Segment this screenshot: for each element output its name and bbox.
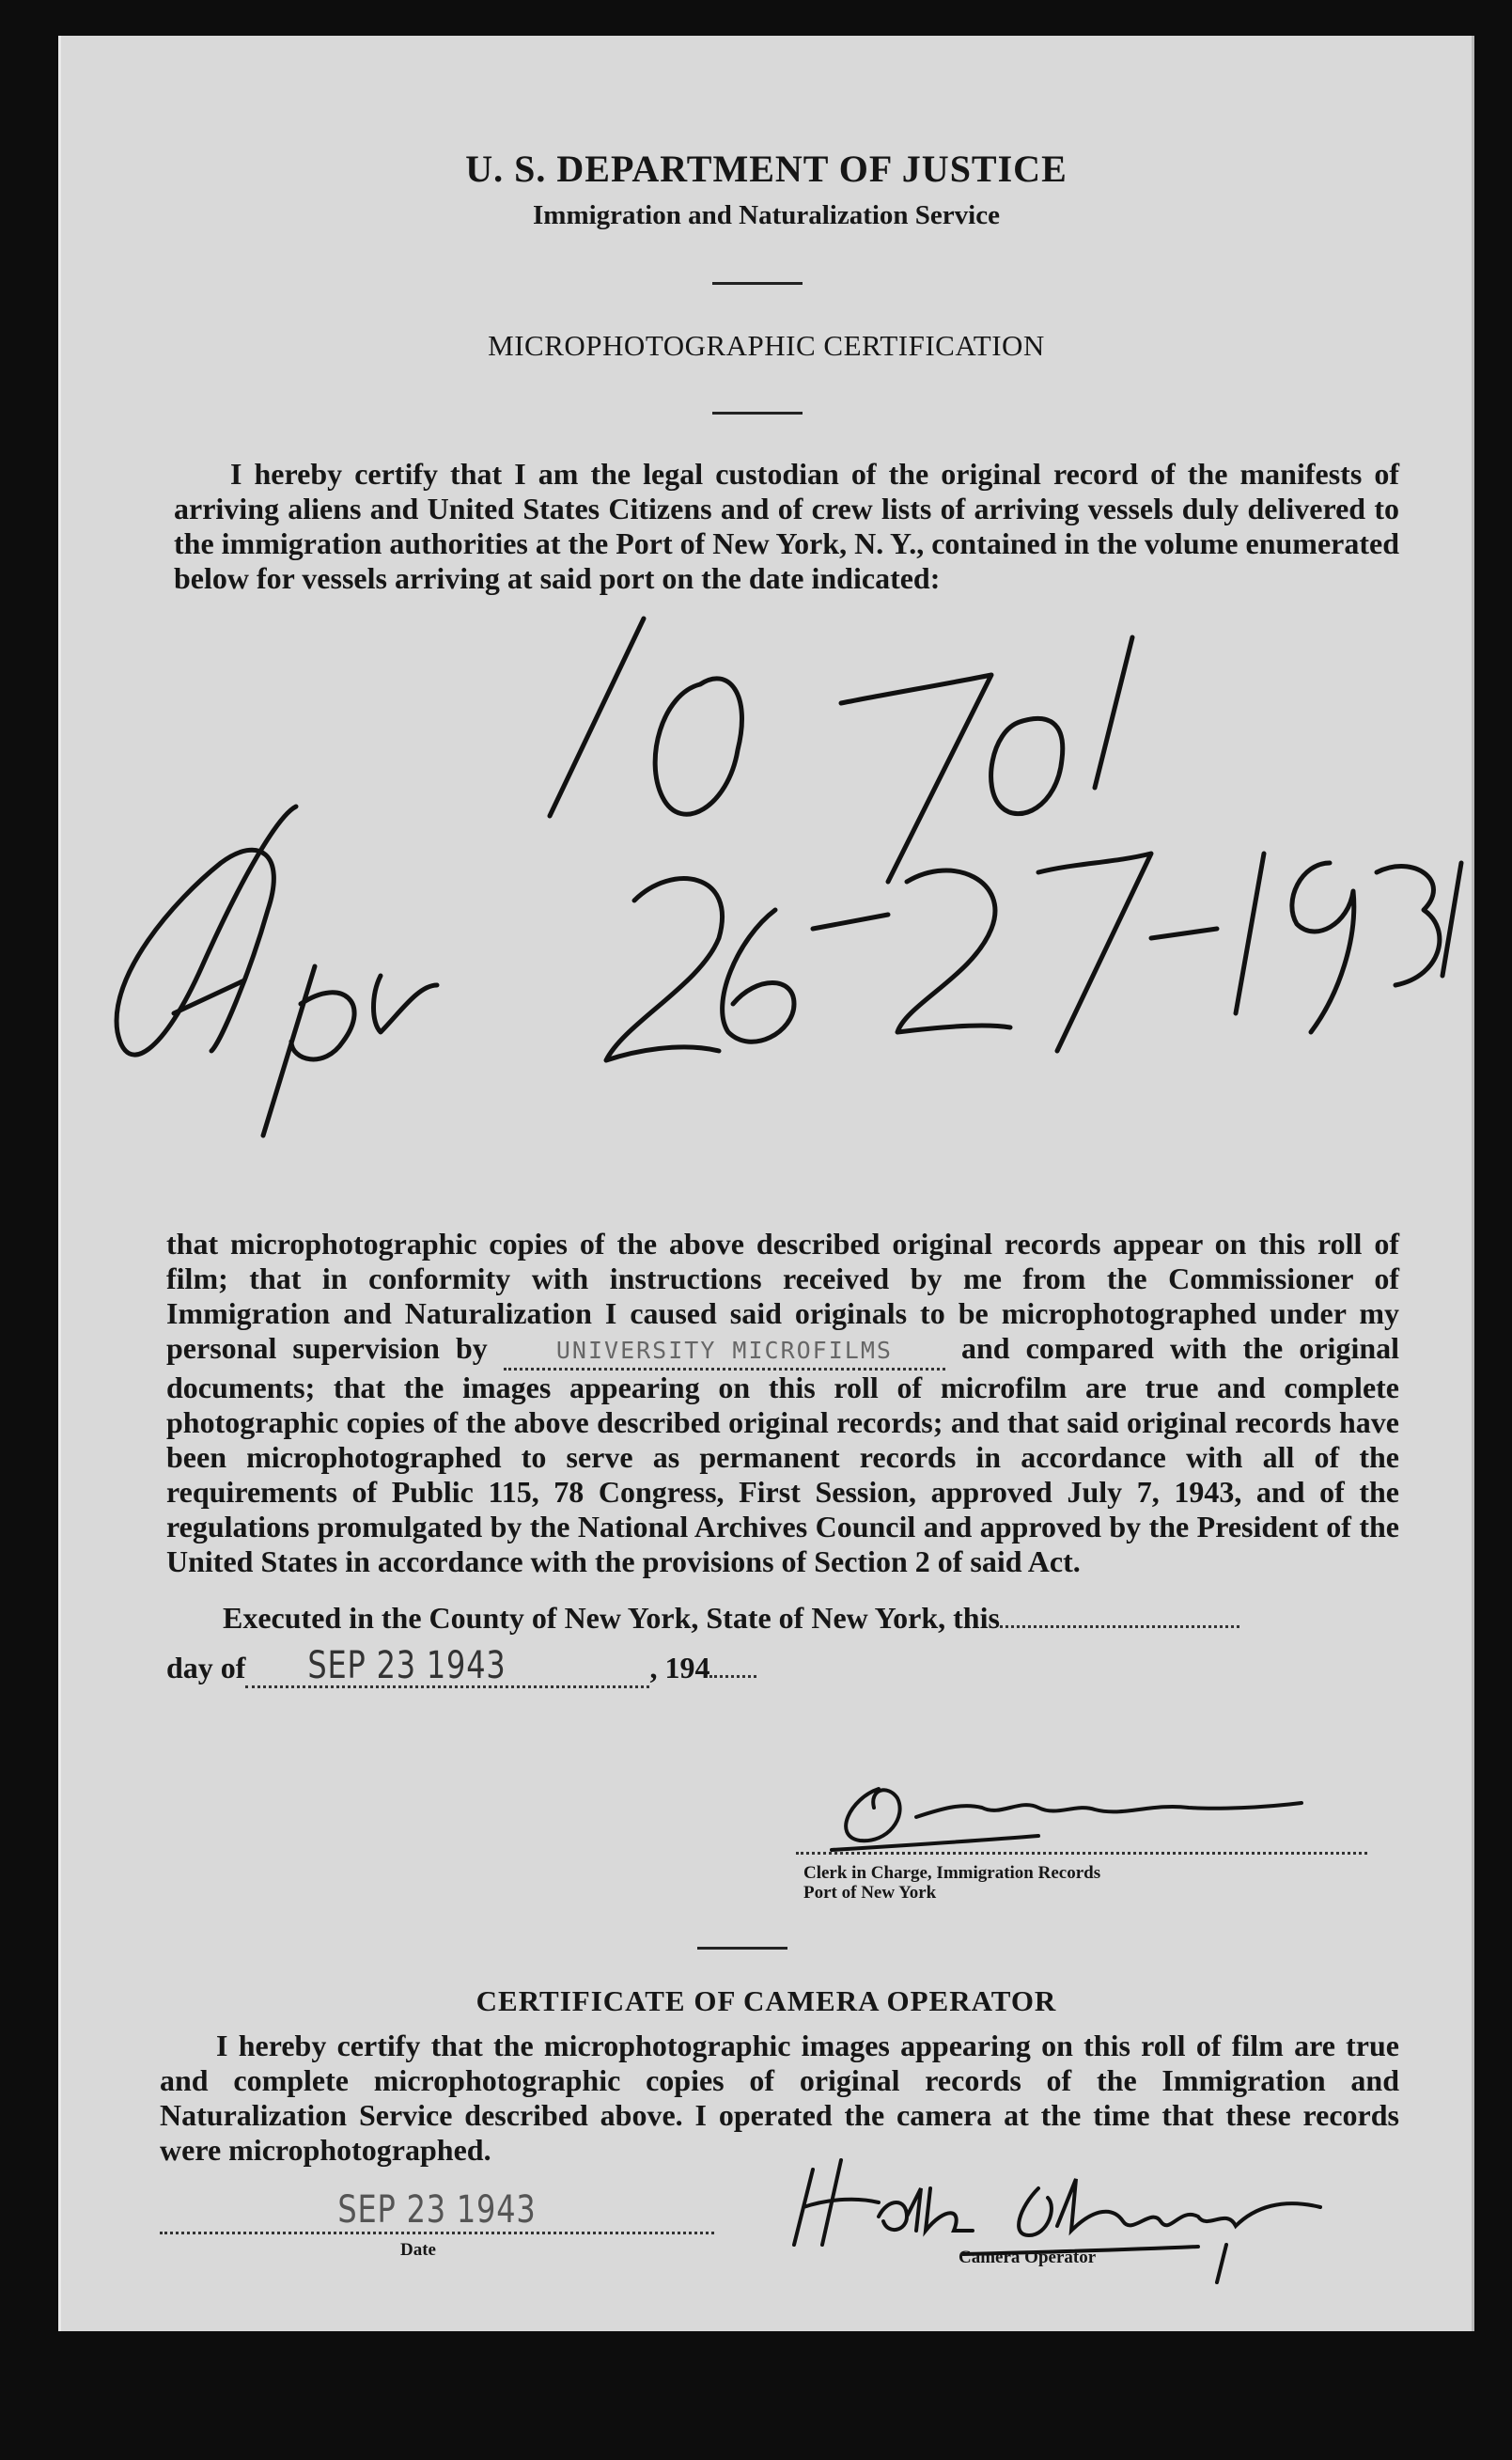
microphoto-text-before: that microphotographic copies of the above described original records appear on this roll of film; that in conformity with instructions received by me from the Commissioner of Immigration and Naturalization I caused said originals to be microphotographed under my personal supervision by <box>166 1227 1399 1365</box>
camera-date-field <box>160 2188 714 2261</box>
handwritten-letter <box>117 807 296 1055</box>
divider <box>697 1947 787 1950</box>
clerk-signature <box>794 1751 1358 1864</box>
microphoto-paragraph <box>166 1227 1399 1579</box>
handwritten-digit <box>1095 637 1132 788</box>
supervisor-field <box>504 1331 945 1371</box>
divider <box>712 282 803 285</box>
clerk-title: Clerk in Charge, Immigration Records <box>803 1863 1101 1883</box>
executed-line: Executed in the County of New York, State of New York, this <box>223 1601 1000 1635</box>
department-title: U. S. DEPARTMENT OF JUSTICE <box>465 148 1068 190</box>
divider <box>712 412 803 415</box>
handwritten-digit <box>1038 854 1151 1051</box>
execution-date-field <box>245 1644 649 1688</box>
date-label: Date <box>400 2240 436 2260</box>
handwritten-digit <box>841 675 991 882</box>
handwritten-digit <box>1377 867 1440 985</box>
camera-operator-signature <box>756 2141 1414 2292</box>
handwritten-letter <box>374 976 438 1032</box>
year-prefix: , 194 <box>649 1651 710 1684</box>
execution-block <box>166 1601 1399 1688</box>
camera-heading: CERTIFICATE OF CAMERA OPERATOR <box>475 1984 1057 2017</box>
handwritten-letter <box>174 980 244 1013</box>
handwritten-dash <box>813 915 888 929</box>
supervisor-stamp: UNIVERSITY MICROFILMS <box>555 1337 893 1364</box>
handwritten-dash <box>1151 929 1217 938</box>
handwritten-digit <box>1442 863 1461 976</box>
handwritten-digit <box>723 910 794 1042</box>
handwritten-digit <box>655 679 741 814</box>
clerk-location: Port of New York <box>803 1883 937 1903</box>
handwritten-digit <box>1236 854 1264 1013</box>
blank-field <box>709 1675 756 1678</box>
blank-field <box>1000 1625 1239 1628</box>
execution-date-stamp: SEP 23 1943 <box>307 1644 507 1687</box>
camera-paragraph: I hereby certify that the microphotographic images appearing on this roll of film are true and complete microphotographic copies of original records of the Immigration and Naturalization Service described above. I operated the camera at the time that these records were microphotographed. <box>160 2029 1399 2167</box>
camera-operator-label: Camera Operator <box>959 2248 1097 2267</box>
handwritten-digit <box>897 870 1010 1032</box>
certification-heading: MICROPHOTOGRAPHIC CERTIFICATION <box>488 329 1045 362</box>
custodian-paragraph: I hereby certify that I am the legal custodian of the original record of the manifests of arriving aliens and United States Citizens and of crew lists of arriving vessels duly delivered to the immigration authorities at the Port of New York, N. Y., contained in the volume enumerated below for vessels arriving at said port on the date indicated: <box>174 457 1399 595</box>
camera-date-line <box>160 2188 714 2234</box>
service-subtitle: Immigration and Naturalization Service <box>533 200 1000 230</box>
certificate-page <box>58 36 1474 2331</box>
handwritten-digit <box>1292 863 1354 1032</box>
handwritten-digit <box>606 879 723 1060</box>
handwritten-digit <box>991 718 1063 813</box>
day-of-label: day of <box>166 1651 246 1684</box>
camera-date-stamp: SEP 23 1943 <box>337 2188 537 2232</box>
signature-line <box>796 1852 1367 1855</box>
handwritten-letter <box>263 966 354 1136</box>
handwritten-digit <box>550 619 644 816</box>
microphoto-text-after: and compared with the original documents; that the images appearing on this roll of microfilm are true and complete photographic copies of the above described original records; and that said original records have been microphotographed to serve as permanent records in accordance with all of the requirements of Public 115, 78 Congress, First Session, approved July 7, 1943, and of the regulations promulgated by the National Archives Council and approved by the President of the United States in accordance with the provisions of Section 2 of said Act. <box>166 1331 1400 1578</box>
